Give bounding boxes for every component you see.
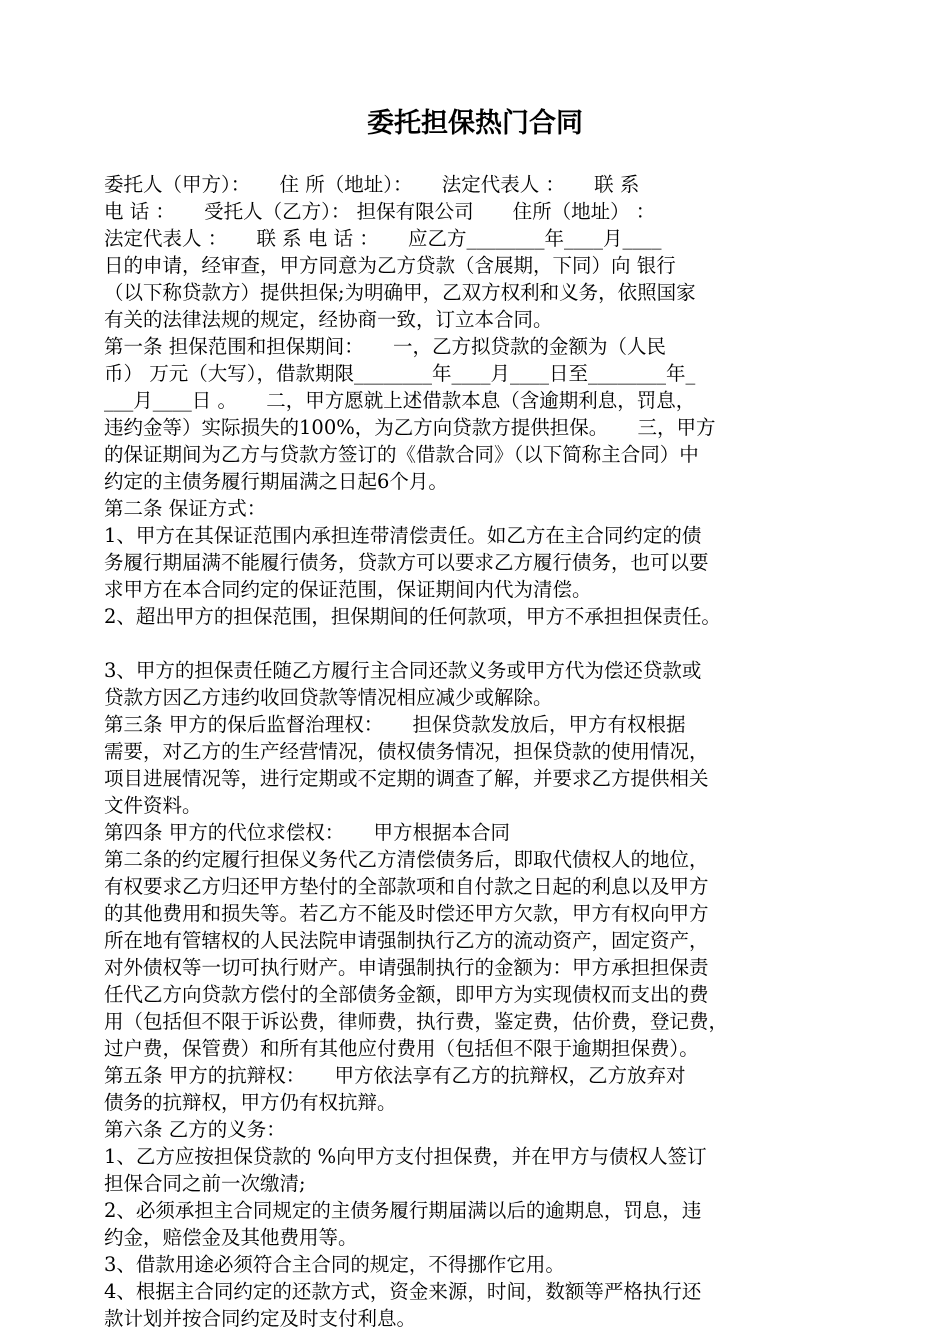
text-line: 项目进展情况等，进行定期或不定期的调查了解，并要求乙方提供相关 [104,767,709,790]
article-5-heading: 第五条 甲方的抗辩权： 甲方依法享有乙方的抗辩权，乙方放弃对 [104,1064,686,1087]
text-line: 日的申请，经审查，甲方同意为乙方贷款（含展期，下同）向 银行 [104,254,676,277]
text-line: 电 话 ： 受托人（乙方）： 担保有限公司 住所（地址） ： [104,200,656,223]
text-line: 2、超出甲方的担保范围，担保期间的任何款项，甲方不承担担保责任。 [104,605,721,628]
contract-body [104,171,850,1332]
text-line: ___月____日 。 二，甲方愿就上述借款本息（含逾期利息，罚息， [104,389,696,412]
text-line: 用（包括但不限于诉讼费，律师费，执行费，鉴定费，估价费，登记费， [104,1010,729,1033]
text-line: 务履行期届满不能履行债务，贷款方可以要求乙方履行债务，也可以要 [104,551,709,574]
text-line: 有权要求乙方归还甲方垫付的全部款项和自付款之日起的利息以及甲方 [104,875,709,898]
text-line: 过户费，保管费）和所有其他应付费用（包括但不限于逾期担保费）。 [104,1037,699,1060]
text-line: 债务的抗辩权，甲方仍有权抗辩。 [104,1091,397,1114]
text-line: 3、借款用途必须符合主合同的规定，不得挪作它用。 [104,1253,565,1276]
text-line: 任代乙方向贷款方偿付的全部债务金额，即甲方为实现债权而支出的费 [104,983,709,1006]
text-line: 1、乙方应按担保贷款的 %向甲方支付担保费，并在甲方与债权人签订 [104,1145,707,1168]
text-line: 有关的法律法规的规定，经协商一致，订立本合同。 [104,308,553,331]
text-line: 1、甲方在其保证范围内承担连带清偿责任。如乙方在主合同约定的债 [104,524,702,547]
article-6-heading: 第六条 乙方的义务： [104,1118,286,1141]
text-line: 求甲方在本合同约定的保证范围，保证期间内代为清偿。 [104,578,592,601]
text-line: 所在地有管辖权的人民法院申请强制执行乙方的流动资产，固定资产， [104,929,709,952]
text-line: 币） 万元（大写），借款期限________年____月____日至________年_ [104,362,696,385]
text-line: 违约金等）实际损失的100%，为乙方向贷款方提供担保。 三，甲方 [104,416,716,439]
text-line: 款计划并按合同约定及时支付利息。 [104,1307,417,1330]
text-line: 法定代表人 ： 联 系 电 话 ： 应乙方________年____月____ [104,227,662,250]
text-line: 约金，赔偿金及其他费用等。 [104,1226,358,1249]
text-line: 需要，对乙方的生产经营情况，债权债务情况，担保贷款的使用情况， [104,740,709,763]
text-line: 贷款方因乙方违约收回贷款等情况相应减少或解除。 [104,686,553,709]
text-line: 2、必须承担主合同规定的主债务履行期届满以后的逾期息，罚息，违 [104,1199,702,1222]
text-line: 担保合同之前一次缴清; [104,1172,306,1195]
text-line: 委托人（甲方）： 住 所（地址）： 法定代表人 ： 联 系 [104,173,640,196]
text-line: 对外债权等一切可执行财产。申请强制执行的金额为：甲方承担担保责 [104,956,709,979]
document-title: 委托担保热门合同 [367,108,583,139]
article-4-heading: 第四条 甲方的代位求偿权： 甲方根据本合同 [104,821,510,844]
blank-line [104,630,850,657]
text-line: 约定的主债务履行期届满之日起6个月。 [104,470,448,493]
text-line: 3、甲方的担保责任随乙方履行主合同还款义务或甲方代为偿还贷款或 [104,659,702,682]
article-3-heading: 第三条 甲方的保后监督治理权： 担保贷款发放后，甲方有权根据 [104,713,686,736]
text-line: 的保证期间为乙方与贷款方签订的《借款合同》（以下简称主合同）中 [104,443,699,466]
text-line: （以下称贷款方）提供担保;为明确甲，乙双方权利和义务，依照国家 [104,281,696,304]
text-line: 文件资料。 [104,794,202,817]
article-2-heading: 第二条 保证方式： [104,497,267,520]
article-1-heading: 第一条 担保范围和担保期间： 一，乙方拟贷款的金额为（人民 [104,335,666,358]
text-line: 的其他费用和损失等。若乙方不能及时偿还甲方欠款，甲方有权向甲方 [104,902,709,925]
text-line: 4、根据主合同约定的还款方式，资金来源，时间，数额等严格执行还 [104,1280,702,1303]
text-line: 第二条的约定履行担保义务代乙方清偿债务后，即取代债权人的地位， [104,848,709,871]
